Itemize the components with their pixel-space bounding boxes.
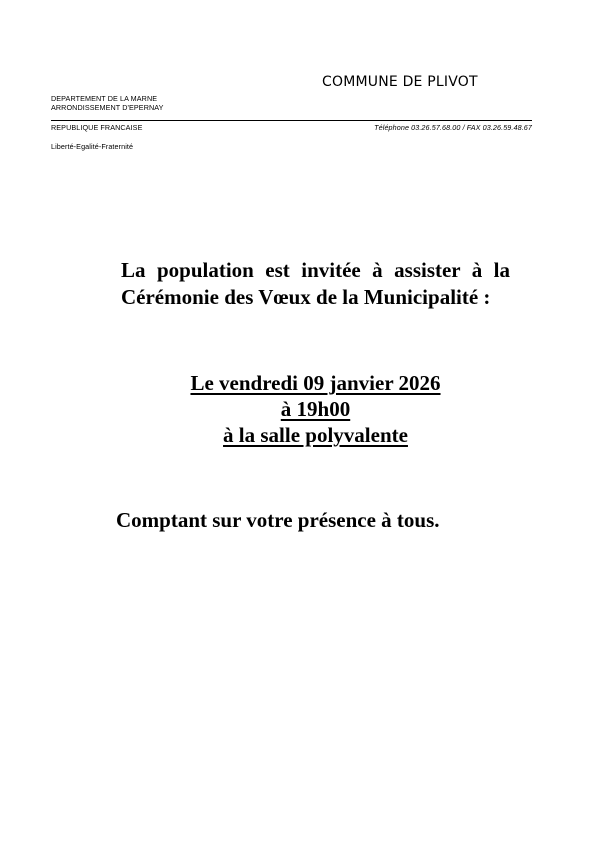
closing-line: Comptant sur votre présence à tous. — [116, 508, 440, 532]
commune-title: COMMUNE DE PLIVOT — [322, 74, 478, 90]
event-place-line — [121, 422, 510, 448]
contact-info: Téléphone 03.26.57.68.00 / FAX 03.26.59.48.67 — [374, 123, 532, 132]
event-place: à la salle polyvalente — [223, 423, 408, 447]
event-date-line — [121, 370, 510, 396]
event-date: Le vendredi 09 janvier 2026 — [190, 371, 441, 395]
arrondissement-label: ARRONDISSEMENT D'EPERNAY — [51, 103, 164, 112]
event-time-line — [121, 396, 510, 422]
event-time: à 19h00 — [280, 397, 351, 421]
event-details — [121, 370, 510, 448]
invitation-intro: La population est invitée à assister à la Cérémonie des Vœux de la Municipalité : — [121, 258, 510, 309]
department-label: DEPARTEMENT DE LA MARNE — [51, 94, 158, 103]
header-divider — [51, 120, 532, 121]
republic-label: REPUBLIQUE FRANCAISE — [51, 123, 143, 132]
motto-label: Liberté-Egalité-Fraternité — [51, 142, 134, 151]
